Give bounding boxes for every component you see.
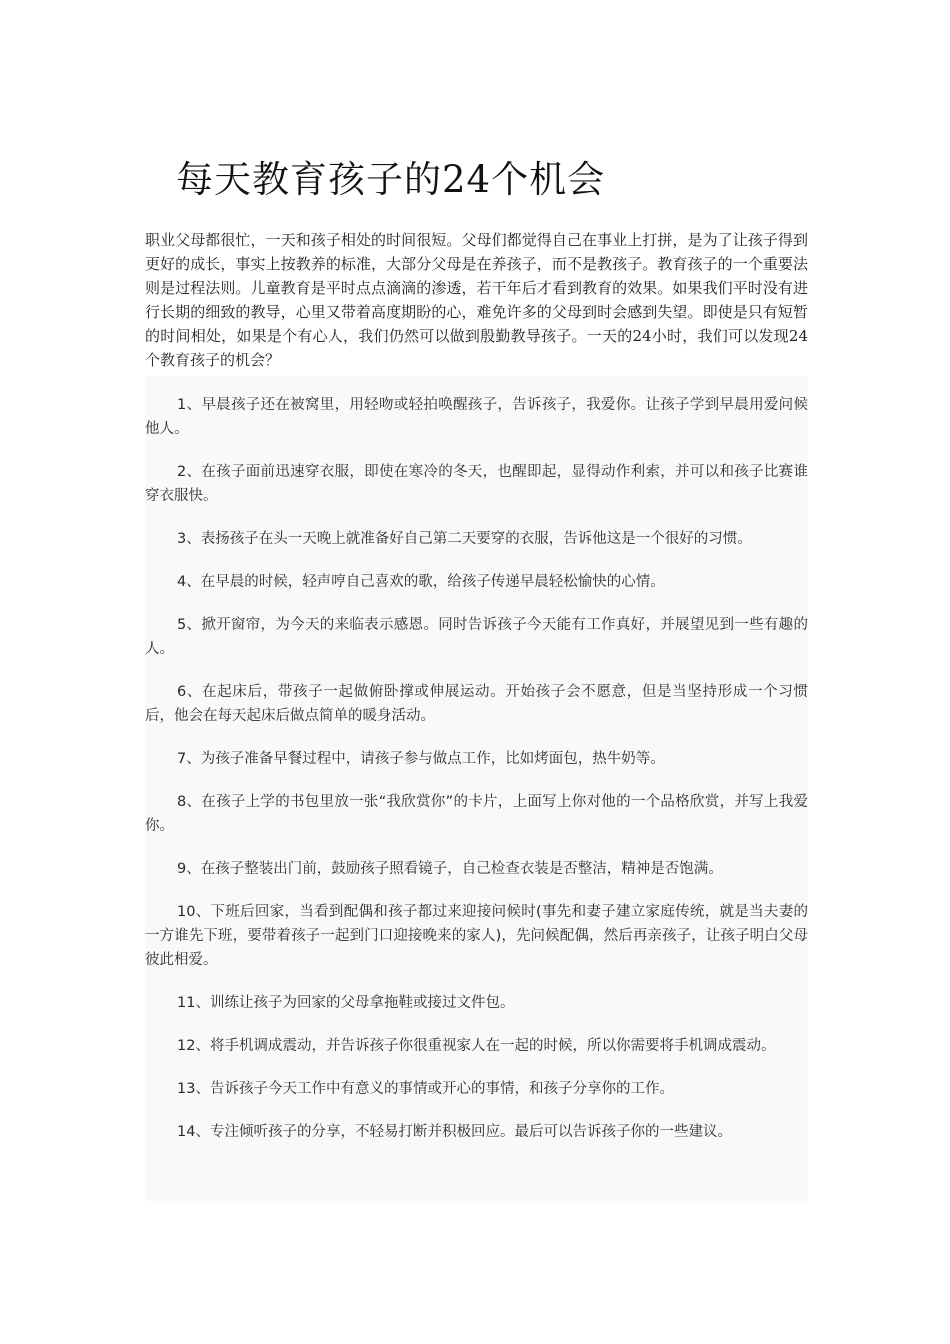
list-item: 14、专注倾听孩子的分享，不轻易打断并积极回应。最后可以告诉孩子你的一些建议。 [177, 1124, 732, 1140]
list-item: 13、告诉孩子今天工作中有意义的事情或开心的事情，和孩子分享你的工作。 [177, 1081, 674, 1097]
list-item: 10、下班后回家，当看到配偶和孩子都过来迎接问候时(事先和妻子建立家庭传统，就是当夫妻的一方谁先下班，要带着孩子一起到门口迎接晚来的家人)，先问候配偶，然后再亲孩子，让孩子明白父母彼此相爱。 [145, 904, 808, 968]
list-item: 2、在孩子面前迅速穿衣服，即使在寒冷的冬天，也醒即起，显得动作利索，并可以和孩子比赛谁穿衣服快。 [145, 464, 808, 504]
list-item: 6、在起床后，带孩子一起做俯卧撑或伸展运动。开始孩子会不愿意，但是当坚持形成一个习惯后，他会在每天起床后做点简单的暖身活动。 [145, 684, 808, 724]
list-item: 4、在早晨的时候，轻声哼自己喜欢的歌，给孩子传递早晨轻松愉快的心情。 [177, 574, 665, 590]
list-item: 9、在孩子整装出门前，鼓励孩子照看镜子，自己检查衣装是否整洁，精神是否饱满。 [177, 861, 723, 877]
list-item: 5、掀开窗帘，为今天的来临表示感恩。同时告诉孩子今天能有工作真好，并展望见到一些有趣的人。 [145, 617, 808, 657]
list-item: 12、将手机调成震动，并告诉孩子你很重视家人在一起的时候，所以你需要将手机调成震动。 [177, 1038, 776, 1054]
opportunity-list [145, 376, 808, 1201]
list-item: 8、在孩子上学的书包里放一张“我欣赏你”的卡片，上面写上你对他的一个品格欣赏，并写上我爱你。 [145, 794, 808, 834]
page-title: 每天教育孩子的24个机会 [176, 158, 606, 201]
list-item: 1、早晨孩子还在被窝里，用轻吻或轻拍唤醒孩子，告诉孩子，我爱你。让孩子学到早晨用爱问候他人。 [145, 397, 808, 437]
list-item: 11、训练让孩子为回家的父母拿拖鞋或接过文件包。 [177, 995, 515, 1011]
list-item: 3、表扬孩子在头一天晚上就准备好自己第二天要穿的衣服，告诉他这是一个很好的习惯。 [177, 531, 752, 547]
list-item: 7、为孩子准备早餐过程中，请孩子参与做点工作，比如烤面包，热牛奶等。 [177, 751, 665, 767]
intro-paragraph: 职业父母都很忙，一天和孩子相处的时间很短。父母们都觉得自己在事业上打拼，是为了让孩子得到更好的成长，事实上按教养的标准，大部分父母是在养孩子，而不是教孩子。教育孩子的一个重要法则是过程法则。儿童教育是平时点点滴滴的渗透，若干年后才看到教育的效果。如果我们平时没有进行长期的细致的教导，心里又带着高度期盼的心，难免许多的父母到时会感到失望。即使是只有短暂的时间相处，如果是个有心人，我们仍然可以做到殷勤教导孩子。一天的24小时，我们可以发现24个教育孩子的机会？ [145, 231, 808, 369]
